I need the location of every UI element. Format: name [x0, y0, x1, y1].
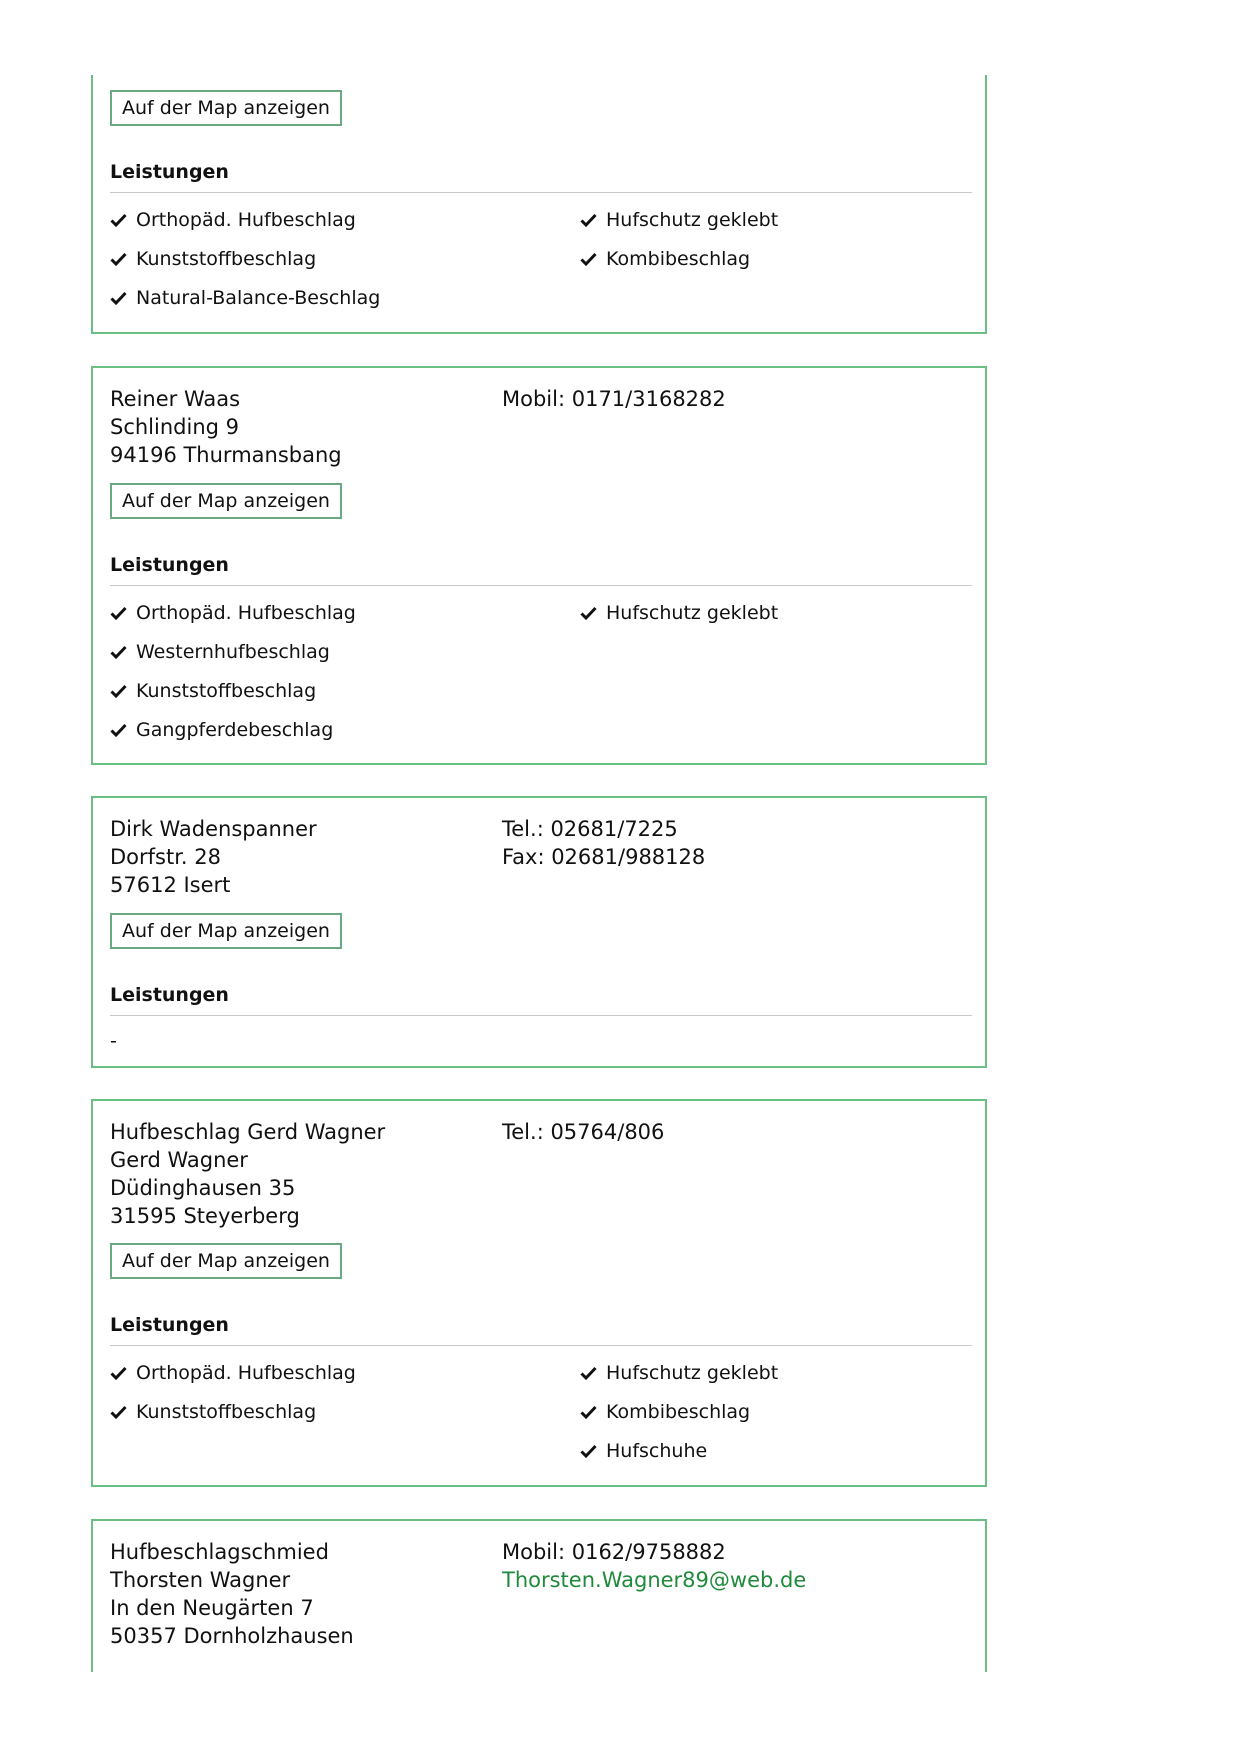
contact-block	[502, 1538, 806, 1594]
service-item: Orthopäd. Hufbeschlag	[110, 208, 356, 232]
check-icon	[110, 645, 127, 659]
check-icon	[110, 1366, 127, 1380]
service-item: Natural-Balance-Beschlag	[110, 286, 380, 310]
service-item: Hufschutz geklebt	[580, 208, 778, 232]
check-icon	[110, 723, 127, 737]
check-icon	[110, 291, 127, 305]
email-link[interactable]: Thorsten.Wagner89@web.de	[502, 1568, 807, 1592]
divider	[110, 585, 972, 586]
services-heading: Leistungen	[110, 1314, 229, 1336]
city: 57612 Isert	[110, 873, 231, 897]
street: Schlinding 9	[110, 415, 240, 439]
service-item: Kombibeschlag	[580, 1400, 750, 1424]
mobile: Mobil: 0162/9758882	[502, 1540, 726, 1564]
contact-block	[502, 1118, 664, 1146]
provider-card	[91, 366, 987, 765]
service-item: Orthopäd. Hufbeschlag	[110, 1361, 356, 1385]
provider-name: Gerd Wagner	[110, 1148, 248, 1172]
divider	[110, 1015, 972, 1016]
service-item: Kunststoffbeschlag	[110, 247, 316, 271]
check-icon	[110, 684, 127, 698]
show-on-map-button[interactable]: Auf der Map anzeigen	[110, 913, 342, 949]
phone: Tel.: 02681/7225	[502, 817, 678, 841]
service-item: Hufschutz geklebt	[580, 1361, 778, 1385]
show-on-map-button[interactable]: Auf der Map anzeigen	[110, 483, 342, 519]
contact-block	[502, 815, 705, 871]
provider-name: Reiner Waas	[110, 387, 241, 411]
city: 94196 Thurmansbang	[110, 443, 342, 467]
provider-card	[91, 1519, 987, 1672]
check-icon	[580, 1405, 597, 1419]
address-block	[110, 1118, 385, 1230]
service-item: Hufschutz geklebt	[580, 601, 778, 625]
address-block	[110, 1538, 354, 1650]
service-item: Kombibeschlag	[580, 247, 750, 271]
services-heading: Leistungen	[110, 161, 229, 183]
address-block	[110, 815, 317, 899]
city: 50357 Dornholzhausen	[110, 1624, 354, 1648]
street: Dorfstr. 28	[110, 845, 221, 869]
provider-card	[91, 796, 987, 1068]
city: 31595 Steyerberg	[110, 1204, 300, 1228]
phone: Tel.: 05764/806	[502, 1120, 665, 1144]
services-heading: Leistungen	[110, 554, 229, 576]
service-item: Westernhufbeschlag	[110, 640, 330, 664]
service-item: Kunststoffbeschlag	[110, 679, 316, 703]
no-services: -	[110, 1030, 117, 1052]
provider-name: Thorsten Wagner	[110, 1568, 291, 1592]
contact-block	[502, 385, 726, 413]
address-block	[110, 385, 342, 469]
service-item: Gangpferdebeschlag	[110, 718, 333, 742]
provider-name: Dirk Wadenspanner	[110, 817, 317, 841]
divider	[110, 1345, 972, 1346]
service-item: Hufschuhe	[580, 1439, 707, 1463]
check-icon	[580, 606, 597, 620]
company-name: Hufbeschlagschmied	[110, 1540, 329, 1564]
check-icon	[110, 606, 127, 620]
check-icon	[580, 1366, 597, 1380]
street: In den Neugärten 7	[110, 1596, 314, 1620]
mobile: Mobil: 0171/3168282	[502, 387, 726, 411]
check-icon	[580, 1444, 597, 1458]
company-name: Hufbeschlag Gerd Wagner	[110, 1120, 386, 1144]
check-icon	[110, 252, 127, 266]
divider	[110, 192, 972, 193]
check-icon	[110, 1405, 127, 1419]
show-on-map-button[interactable]: Auf der Map anzeigen	[110, 90, 342, 126]
provider-card	[91, 75, 987, 334]
check-icon	[580, 213, 597, 227]
show-on-map-button[interactable]: Auf der Map anzeigen	[110, 1243, 342, 1279]
fax: Fax: 02681/988128	[502, 845, 706, 869]
check-icon	[110, 213, 127, 227]
service-item: Kunststoffbeschlag	[110, 1400, 316, 1424]
street: Düdinghausen 35	[110, 1176, 296, 1200]
provider-card	[91, 1099, 987, 1487]
check-icon	[580, 252, 597, 266]
services-heading: Leistungen	[110, 984, 229, 1006]
service-item: Orthopäd. Hufbeschlag	[110, 601, 356, 625]
